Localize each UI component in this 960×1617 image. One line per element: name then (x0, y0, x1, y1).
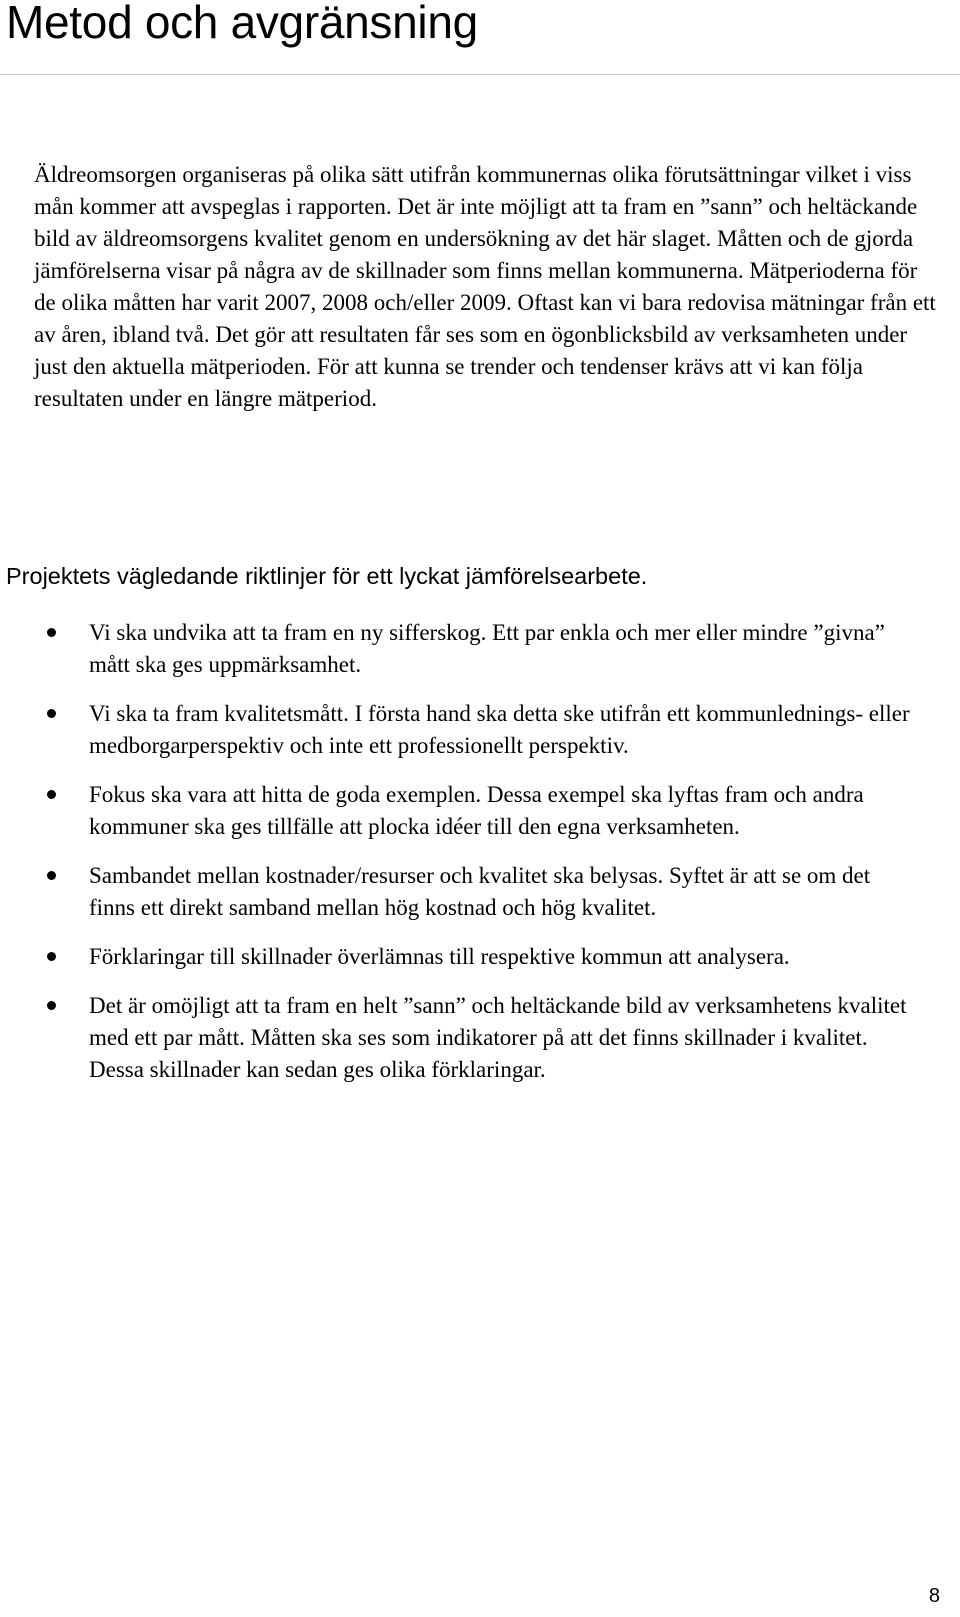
guideline-text: Sambandet mellan kostnader/resurser och kvalitet ska belysas. Syftet är att se om det finns ett direkt samband mellan hög kostnad och hög kvalitet. (89, 863, 871, 920)
bullet-icon (47, 628, 56, 637)
guidelines-list (0, 617, 960, 1103)
list-item (0, 779, 911, 843)
guideline-text: Vi ska ta fram kvalitetsmått. I första hand ska detta ske utifrån ett kommunlednings- eller medborgarperspektiv och inte ett professionellt perspektiv. (89, 701, 910, 758)
bullet-icon (47, 1001, 56, 1010)
bullet-icon (47, 871, 56, 880)
bullet-icon (47, 709, 56, 718)
list-item (0, 941, 911, 973)
section-subheading: Projektets vägledande riktlinjer för ett lyckat jämförelsearbete. (6, 563, 648, 589)
list-item (0, 698, 911, 762)
list-item (0, 990, 911, 1086)
bullet-icon (47, 790, 56, 799)
list-item (0, 617, 911, 681)
list-item (0, 860, 911, 924)
guideline-text: Vi ska undvika att ta fram en ny sifferskog. Ett par enkla och mer eller mindre ”givna” mått ska ges uppmärksamhet. (89, 620, 885, 677)
guideline-text: Förklaringar till skillnader överlämnas till respektive kommun att analysera. (89, 944, 790, 969)
bullet-icon (47, 952, 56, 961)
page-title: Metod och avgränsning (6, 0, 478, 48)
page-number: 8 (928, 1585, 940, 1607)
intro-paragraph: Äldreomsorgen organiseras på olika sätt utifrån kommunernas olika förutsättningar vilket i viss mån kommer att avspeglas i rapporten. Det är inte möjligt att ta fram en ”sann” och heltäckande bild av äldreomsorgens kvalitet genom en undersökning av det här slaget. Måtten och de gjorda jämförelserna visar på några av de skillnader som finns mellan kommunerna. Mätperioderna för de olika måtten har varit 2007, 2008 och/eller 2009. Oftast kan vi bara redovisa mätningar från ett av åren, ibland två. Det gör att resultaten får ses som en ögonblicksbild av verksamheten under just den aktuella mätperioden. För att kunna se trender och tendenser krävs att vi kan följa resultaten under en längre mätperiod. (34, 162, 936, 411)
guideline-text: Fokus ska vara att hitta de goda exemplen. Dessa exempel ska lyftas fram och andra kommuner ska ges tillfälle att plocka idéer till den egna verksamheten. (89, 782, 864, 839)
guideline-text: Det är omöjligt att ta fram en helt ”sann” och heltäckande bild av verksamhetens kvalitet med ett par mått. Måtten ska ses som indikatorer på att det finns skillnader i kvalitet. Dessa skillnader kan sedan ges olika förklaringar. (89, 993, 907, 1082)
title-divider (0, 74, 960, 75)
